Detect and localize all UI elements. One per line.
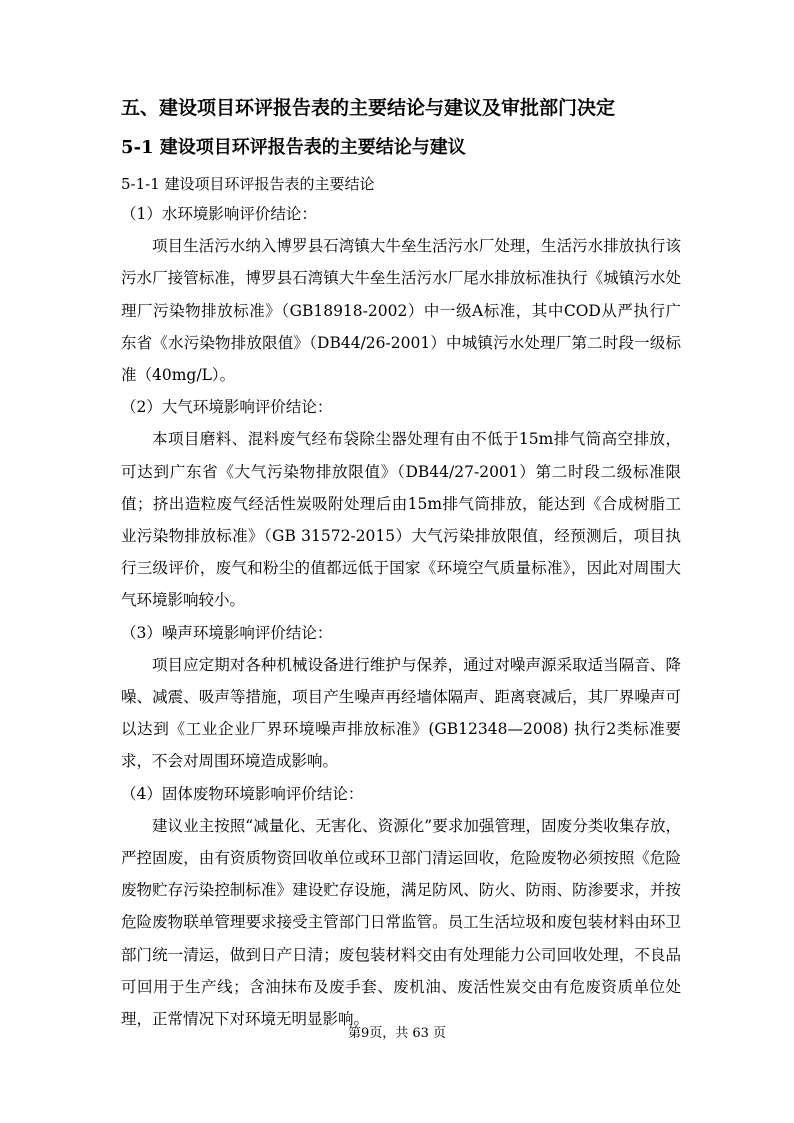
- air-impact-heading: （2）大气环境影响评价结论：: [121, 398, 333, 417]
- section-title: 五、建设项目环评报告表的主要结论与建议及审批部门决定: [121, 97, 616, 119]
- noise-impact-heading: （3）噪声环境影响评价结论：: [121, 623, 333, 642]
- subsection-title: 5-1 建设项目环评报告表的主要结论与建议: [121, 137, 466, 158]
- document-body: [121, 198, 681, 1035]
- noise-impact-paragraph: 项目应定期对各种机械设备进行维护与保养，通过对噪声源采取适当隔音、降噪、减震、吸声等措施，项目产生噪声再经墙体隔声、距离衰减后，其厂界噪声可以达到《工业企业厂界环境噪声排放标准》(GB12348—2008) 执行2类标准要求，不会对周围环境造成影响。: [121, 655, 681, 771]
- water-impact-heading: （1）水环境影响评价结论：: [121, 205, 317, 223]
- page-footer: 第9页，共 63 页: [347, 1026, 447, 1041]
- subsubsection-title: 5-1-1 建设项目环评报告表的主要结论: [121, 175, 375, 193]
- water-impact-paragraph: 项目生活污水纳入博罗县石湾镇大牛垒生活污水厂处理，生活污水排放执行该污水厂接管标准，博罗县石湾镇大牛垒生活污水厂尾水排放标准执行《城镇污水处理厂污染物排放标准》（GB18918-2002）中一级A标准，其中COD从严执行广东省《水污染物排放限值》（DB44/26-2001）中城镇污水处理厂第二时段一级标准（40mg/L）。: [121, 237, 681, 385]
- air-impact-paragraph: 本项目磨料、混料废气经布袋除尘器处理有由不低于15m排气筒高空排放，可达到广东省《大气污染物排放限值》（DB44/27-2001）第二时段二级标准限值；挤出造粒废气经活性炭吸附处理后由15m排气筒排放，能达到《合成树脂工业污染物排放标准》（GB 31572-2015）大气污染排放限值，经预测后，项目执行三级评价，废气和粉尘的值都远低于国家《环境空气质量标准》，因此对周围大气环境影响较小。: [121, 430, 681, 610]
- solid-waste-impact-heading: （4）固体废物环境影响评价结论：: [121, 784, 364, 803]
- solid-waste-impact-paragraph: 建议业主按照“减量化、无害化、资源化”要求加强管理，固废分类收集存放，严控固废，由有资质物资回收单位或环卫部门清运回收，危险废物必须按照《危险废物贮存污染控制标准》建设贮存设施，满足防风、防火、防雨、防渗要求，并按危险废物联单管理要求接受主管部门日常监管。员工生活垃圾和废包装材料由环卫部门统一清运，做到日产日清；废包装材料交由有处理能力公司回收处理，不良品可回用于生产线；含油抹布及废手套、废机油、废活性炭交由有危废资质单位处理，正常情况下对环境无明显影响。: [121, 816, 681, 1029]
